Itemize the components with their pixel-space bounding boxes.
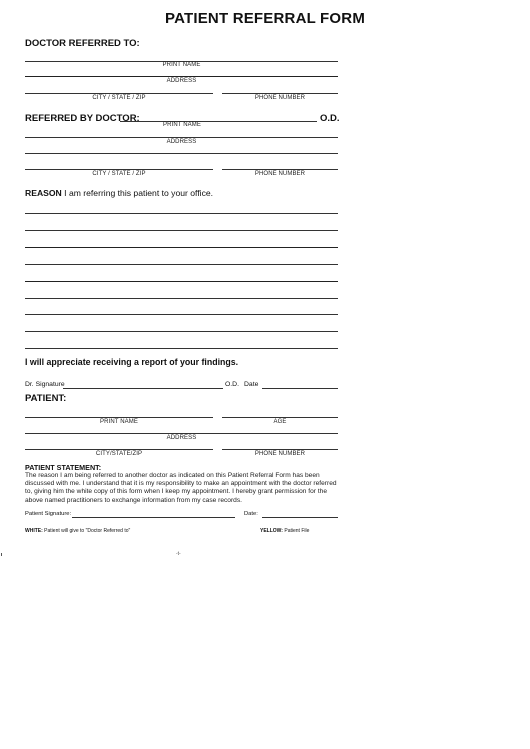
reason-line-9[interactable] [25, 348, 338, 349]
dr-signature-od-label: O.D. [225, 381, 239, 388]
patient-signature-label: Patient Signature: [25, 511, 72, 517]
patient-city-caption: CITY/STATE/ZIP [95, 451, 143, 457]
patient-statement-heading: PATIENT STATEMENT: [25, 463, 102, 472]
patient-phone-caption: PHONE NUMBER [254, 451, 306, 457]
referred-to-phone-caption: PHONE NUMBER [254, 95, 306, 101]
reason-line-3[interactable] [25, 247, 338, 248]
referred-by-name-caption: PRINT NAME [163, 122, 201, 128]
statement-line-3: to, giving him the white copy of this form when I keep my appointment. I hereby grant permission for the [25, 488, 327, 496]
referred-to-address-caption: ADDRESS [166, 78, 197, 84]
reason-line-2[interactable] [25, 230, 338, 231]
yellow-copy-label: YELLOW: [260, 528, 283, 534]
referred-by-heading: REFERRED BY DOCTOR: [25, 113, 140, 124]
white-copy-note [25, 528, 130, 534]
referred-to-name-caption: PRINT NAME [162, 62, 201, 68]
yellow-copy-note [260, 528, 309, 534]
referred-by-address-caption: ADDRESS [166, 139, 197, 145]
patient-city-line[interactable] [25, 449, 213, 450]
reason-line-5[interactable] [25, 281, 338, 282]
referred-to-city-line[interactable] [25, 93, 213, 94]
reason-line-8[interactable] [25, 331, 338, 332]
patient-statement-text [25, 472, 338, 505]
statement-line-4: above named practitioners to exchange information from my case records. [25, 496, 242, 504]
patient-date-line[interactable] [262, 517, 338, 518]
referred-by-extra-line[interactable] [25, 153, 338, 154]
reason-text: I am referring this patient to your office. [64, 188, 214, 198]
referred-by-address-line[interactable] [25, 137, 338, 138]
patient-age-caption: AGE [273, 419, 287, 425]
patient-name-line[interactable] [25, 417, 213, 418]
statement-line-2: discussed with me. I understand that it is my responsibility to make an appointment with the doctor referred [25, 480, 337, 488]
yellow-copy-text: Patient File [284, 528, 310, 534]
reason-line-1[interactable] [25, 213, 338, 214]
referred-to-city-caption: CITY / STATE / ZIP [92, 95, 146, 101]
reason-prompt [25, 188, 213, 198]
referred-by-od-suffix: O.D. [320, 113, 340, 124]
white-copy-label: WHITE: [25, 528, 43, 534]
reason-line-4[interactable] [25, 264, 338, 265]
reason-label: REASON [25, 188, 62, 198]
referred-to-phone-line[interactable] [222, 93, 338, 94]
patient-name-caption: PRINT NAME [100, 419, 138, 425]
referred-by-phone-caption: PHONE NUMBER [254, 171, 306, 177]
form-title: PATIENT REFERRAL FORM [164, 10, 366, 27]
page-mark: -t- [176, 551, 181, 557]
patient-age-line[interactable] [222, 417, 338, 418]
patient-address-line[interactable] [25, 433, 338, 434]
patient-phone-line[interactable] [222, 449, 338, 450]
patient-address-caption: ADDRESS [166, 435, 197, 441]
doctor-referred-to-heading: DOCTOR REFERRED TO: [25, 38, 140, 49]
findings-statement: I will appreciate receiving a report of your findings. [25, 357, 239, 367]
dr-signature-line[interactable] [63, 388, 223, 389]
dr-signature-label: Dr. Signature [25, 381, 65, 388]
patient-date-label: Date: [244, 511, 258, 517]
white-copy-text: Patient will give to "Doctor Referred to" [44, 528, 131, 534]
reason-line-7[interactable] [25, 314, 338, 315]
margin-mark [1, 553, 2, 556]
reason-line-6[interactable] [25, 298, 338, 299]
referred-by-city-line[interactable] [25, 169, 213, 170]
referred-by-phone-line[interactable] [222, 169, 338, 170]
patient-signature-line[interactable] [72, 517, 235, 518]
statement-line-1: The reason I am being referred to another doctor as indicated on this Patient Referral Form has been [25, 472, 320, 479]
referred-to-address-line[interactable] [25, 76, 338, 77]
dr-date-label: Date [244, 381, 259, 388]
patient-heading: PATIENT: [25, 393, 67, 404]
referred-by-city-caption: CITY / STATE / ZIP [92, 171, 146, 177]
dr-date-line[interactable] [262, 388, 338, 389]
